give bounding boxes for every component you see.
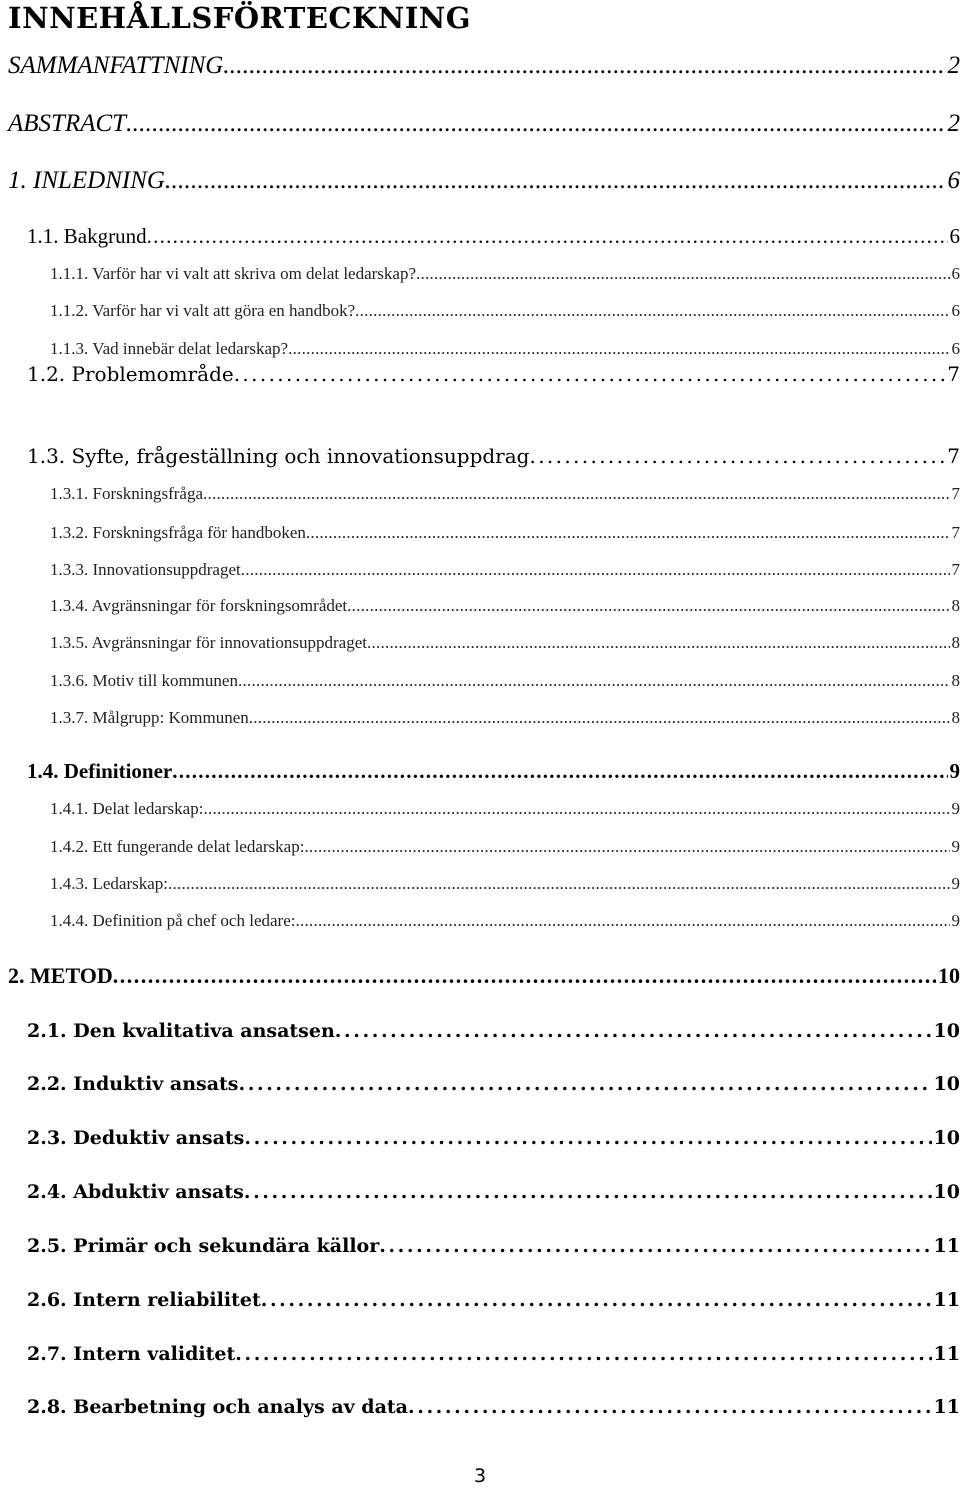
toc-entry[interactable] xyxy=(27,1235,960,1259)
toc-entry-page: 9 xyxy=(951,837,960,856)
toc-entry-page: 9 xyxy=(951,874,960,893)
page-title: INNEHÅLLSFÖRTECKNING xyxy=(8,1,472,35)
toc-entry-page: 11 xyxy=(933,1396,960,1418)
toc-entry[interactable] xyxy=(50,484,960,508)
toc-entry[interactable] xyxy=(27,224,960,248)
toc-entry-page: 8 xyxy=(951,633,960,652)
toc-entry-page: 7 xyxy=(951,560,960,579)
toc-entry-title: 1.4.3. Ledarskap: xyxy=(50,874,169,893)
toc-entry[interactable] xyxy=(27,362,960,386)
dot-leader xyxy=(244,1181,932,1203)
dot-leader xyxy=(379,1235,931,1257)
toc-entry[interactable] xyxy=(50,837,960,861)
toc-entry-page: 9 xyxy=(951,911,960,930)
toc-entry-page: 8 xyxy=(951,596,960,615)
dot-leader xyxy=(367,633,950,653)
toc-entry-title: 1.3. Syfte, frågeställning och innovationsuppdrag xyxy=(27,444,530,468)
toc-entry-title: 1.4.4. Definition på chef och ledare: xyxy=(50,911,296,930)
toc-entry[interactable] xyxy=(50,799,960,823)
toc-entry[interactable] xyxy=(50,671,960,695)
dot-leader xyxy=(239,1073,932,1095)
toc-entry[interactable] xyxy=(50,560,960,584)
dot-leader xyxy=(126,110,945,138)
toc-entry-page: 6 xyxy=(951,301,960,320)
toc-entry-page: 7 xyxy=(951,484,960,503)
dot-leader xyxy=(416,264,949,284)
toc-entry[interactable] xyxy=(27,1289,960,1313)
dot-leader xyxy=(203,799,949,819)
toc-entry-title: 1.4. Definitioner xyxy=(27,759,173,783)
dot-leader xyxy=(408,1396,932,1418)
toc-entry-title: 1. INLEDNING xyxy=(8,167,165,194)
dot-leader xyxy=(147,224,948,249)
dot-leader xyxy=(172,759,947,784)
dot-leader xyxy=(347,596,949,616)
dot-leader xyxy=(288,339,949,359)
toc-entry-title: 1.1. Bakgrund xyxy=(27,224,147,248)
toc-entry-page: 10 xyxy=(933,1127,960,1149)
toc-entry-page: 7 xyxy=(951,523,960,542)
toc-entry[interactable] xyxy=(8,167,960,194)
toc-entry-title: 1.2. Problemområde xyxy=(27,362,234,386)
dot-leader xyxy=(249,708,950,728)
dot-leader xyxy=(355,301,949,321)
toc-entry[interactable] xyxy=(50,264,960,288)
toc-entry-title: 2.4. Abduktiv ansats xyxy=(27,1181,244,1203)
toc-entry-title: 1.3.7. Målgrupp: Kommunen xyxy=(50,708,249,727)
toc-entry-page: 10 xyxy=(933,1020,960,1042)
toc-entry-page: 10 xyxy=(938,963,960,988)
toc-entry-page: 6 xyxy=(947,167,960,194)
toc-entry[interactable] xyxy=(50,523,960,547)
toc-entry[interactable] xyxy=(8,963,960,987)
toc-entry[interactable] xyxy=(50,633,960,657)
toc-entry-page: 2 xyxy=(947,110,960,137)
toc-entry-page: 6 xyxy=(949,224,960,248)
toc-entry-title: 1.4.2. Ett fungerande delat ledarskap: xyxy=(50,837,305,856)
toc-entry-title: 2.5. Primär och sekundära källor xyxy=(27,1235,380,1257)
toc-entry-page: 2 xyxy=(947,52,960,79)
toc-entry-page: 7 xyxy=(947,362,960,386)
toc-entry[interactable] xyxy=(50,708,960,732)
toc-entry-page: 11 xyxy=(933,1289,960,1311)
toc-entry-title: 1.3.2. Forskningsfråga för handboken xyxy=(50,523,306,542)
dot-leader xyxy=(529,444,945,468)
dot-leader xyxy=(295,911,949,931)
toc-entry-title: 2. METOD xyxy=(8,963,113,988)
toc-entry-title: ABSTRACT xyxy=(8,110,127,137)
toc-entry-title: 2.8. Bearbetning och analys av data xyxy=(27,1396,408,1418)
toc-entry[interactable] xyxy=(50,596,960,620)
dot-leader xyxy=(113,963,936,989)
toc-entry-title: 1.1.1. Varför har vi valt att skriva om delat ledarskap? xyxy=(50,264,417,283)
toc-entry-title: 2.7. Intern validitet xyxy=(27,1343,236,1365)
page-number: 3 xyxy=(473,1465,487,1487)
toc-entry-title: 1.1.2. Varför har vi valt att göra en handbok? xyxy=(50,301,356,320)
dot-leader xyxy=(165,167,946,195)
toc-entry[interactable] xyxy=(27,1181,960,1205)
toc-entry-title: 2.2. Induktiv ansats xyxy=(27,1073,239,1095)
dot-leader xyxy=(203,484,950,504)
toc-entry-title: 1.3.6. Motiv till kommunen xyxy=(50,671,238,690)
dot-leader xyxy=(223,52,945,80)
dot-leader xyxy=(238,671,950,691)
toc-entry[interactable] xyxy=(27,759,960,783)
toc-entry-page: 6 xyxy=(951,264,960,283)
toc-entry-title: 1.3.3. Innovationsuppdraget xyxy=(50,560,241,579)
toc-entry-page: 8 xyxy=(951,708,960,727)
toc-entry[interactable] xyxy=(8,52,960,79)
toc-entry-title: 2.3. Deduktiv ansats xyxy=(27,1127,245,1149)
toc-entry[interactable] xyxy=(8,110,960,137)
toc-entry-page: 11 xyxy=(933,1343,960,1365)
dot-leader xyxy=(241,560,950,580)
toc-entry-title: SAMMANFATTNING xyxy=(8,52,224,79)
toc-entry[interactable] xyxy=(27,444,960,468)
toc-entry-page: 6 xyxy=(951,339,960,358)
toc-entry[interactable] xyxy=(27,1343,960,1367)
toc-entry[interactable] xyxy=(50,301,960,325)
toc-entry[interactable] xyxy=(27,1073,960,1097)
dot-leader xyxy=(306,523,950,543)
toc-entry-page: 11 xyxy=(933,1235,960,1257)
toc-entry[interactable] xyxy=(50,911,960,935)
dot-leader xyxy=(235,1343,931,1365)
toc-entry-page: 9 xyxy=(949,759,960,783)
toc-entry-title: 1.3.5. Avgränsningar för innovationsuppdraget xyxy=(50,633,367,652)
toc-entry-page: 8 xyxy=(951,671,960,690)
toc-entry[interactable] xyxy=(27,1396,960,1420)
toc-entry[interactable] xyxy=(27,1020,960,1044)
toc-entry-title: 2.6. Intern reliabilitet xyxy=(27,1289,261,1311)
dot-leader xyxy=(244,1127,931,1149)
toc-entry-title: 1.3.1. Forskningsfråga xyxy=(50,484,203,503)
toc-entry-title: 1.1.3. Vad innebär delat ledarskap? xyxy=(50,339,289,358)
toc-entry[interactable] xyxy=(50,339,960,363)
toc-entry-title: 1.3.4. Avgränsningar för forskningsområdet xyxy=(50,596,348,615)
toc-entry-page: 9 xyxy=(951,799,960,818)
toc-entry-title: 2.1. Den kvalitativa ansatsen xyxy=(27,1020,335,1042)
toc-entry-page: 10 xyxy=(933,1181,960,1203)
dot-leader xyxy=(168,874,949,894)
dot-leader xyxy=(304,837,949,857)
dot-leader xyxy=(261,1289,932,1311)
toc-entry[interactable] xyxy=(27,1127,960,1151)
toc-entry-title: 1.4.1. Delat ledarskap: xyxy=(50,799,204,818)
toc-entry-page: 10 xyxy=(933,1073,960,1095)
dot-leader xyxy=(335,1020,932,1042)
dot-leader xyxy=(234,362,946,386)
toc-entry[interactable] xyxy=(50,874,960,898)
toc-entry-page: 7 xyxy=(947,444,960,468)
